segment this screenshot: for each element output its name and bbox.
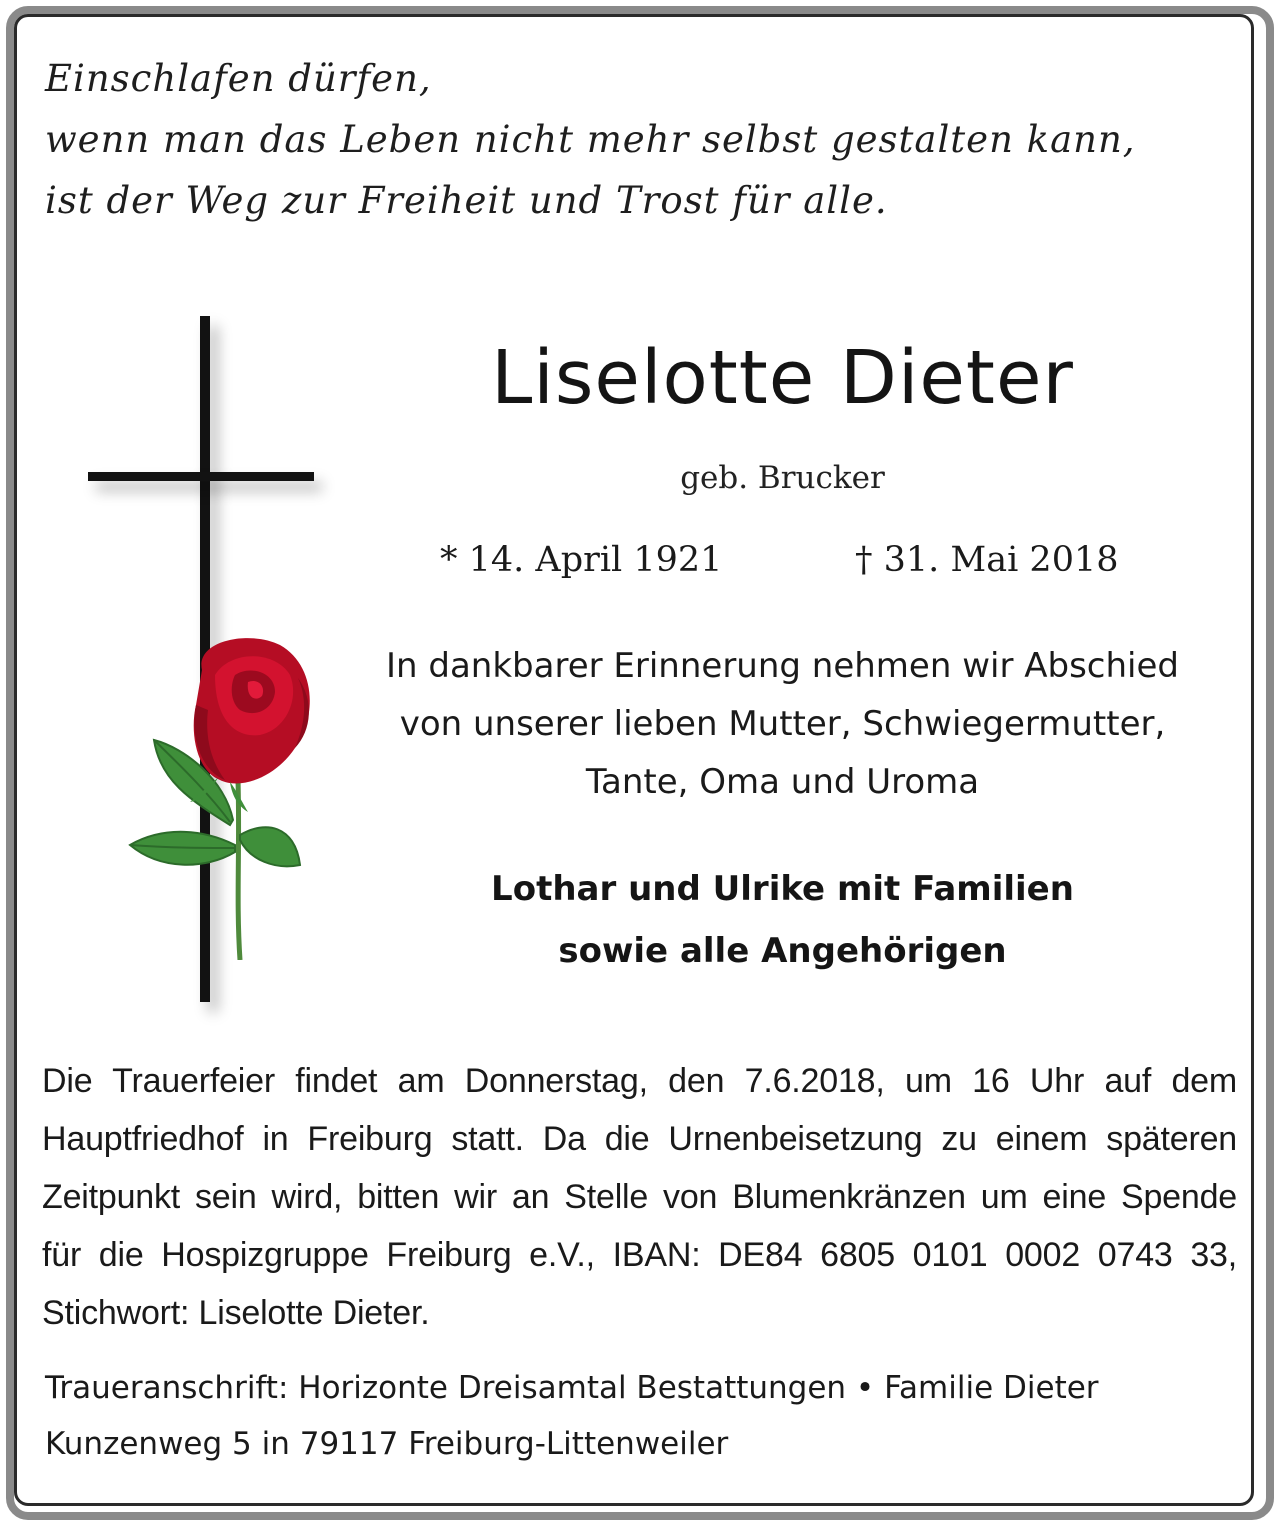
farewell-line: von unserer lieben Mutter, Schwiegermutter, [399, 704, 1166, 744]
deceased-name: Liselotte Dieter [491, 335, 1074, 421]
cross-with-rose [60, 300, 350, 1020]
address-line: Traueranschrift: Horizonte Dreisamtal Bestattungen • Familie Dieter [45, 1370, 1099, 1406]
funeral-line: Die Trauerfeier findet am Donnerstag, den 7.6.2018, um 16 Uhr auf dem [42, 1062, 1237, 1100]
poem-line: Einschlafen dürfen, [45, 57, 432, 100]
farewell-text [360, 637, 1205, 811]
address-line: Kunzenweg 5 in 79117 Freiburg-Littenweiler [45, 1426, 729, 1462]
cross-bar [88, 472, 314, 481]
mourning-address [45, 1360, 1195, 1472]
rose-icon [90, 630, 330, 960]
farewell-line: In dankbarer Erinnerung nehmen wir Abschied [386, 646, 1179, 686]
funeral-line: Zeitpunkt sein wird, bitten wir an Stelle von Blumenkränzen um eine Spende [42, 1178, 1237, 1216]
mourners-signature [360, 858, 1205, 982]
maiden-name: geb. Brucker [680, 460, 885, 496]
funeral-details [42, 1052, 1237, 1342]
poem-line: wenn man das Leben nicht mehr selbst gestalten kann, [45, 118, 1136, 161]
death-date: † 31. Mai 2018 [855, 540, 1119, 580]
funeral-line: für die Hospizgruppe Freiburg e.V., IBAN: DE84 6805 0101 0002 0743 33, [42, 1236, 1237, 1274]
poem-line: ist der Weg zur Freiheit und Trost für alle. [45, 179, 888, 222]
funeral-line: Stichwort: Liselotte Dieter. [42, 1294, 430, 1332]
mourners-line: sowie alle Angehörigen [558, 931, 1007, 971]
birth-date: * 14. April 1921 [440, 540, 723, 580]
memorial-poem [45, 48, 1195, 231]
farewell-line: Tante, Oma und Uroma [585, 762, 980, 802]
mourners-line: Lothar und Ulrike mit Familien [491, 869, 1074, 909]
funeral-line: Hauptfriedhof in Freiburg statt. Da die Urnenbeisetzung zu einem späteren [42, 1120, 1237, 1158]
